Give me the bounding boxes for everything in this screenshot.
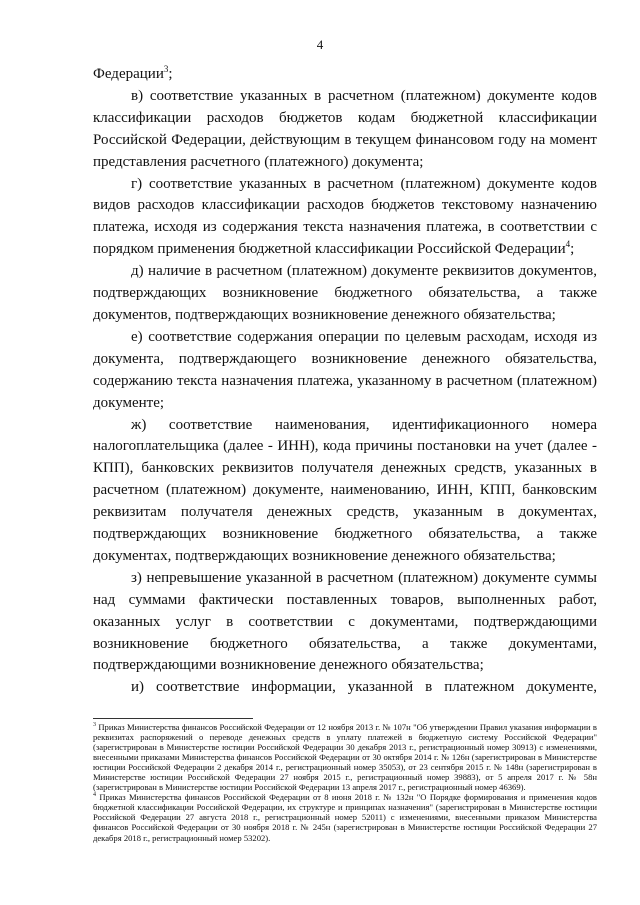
paragraph-zh: ж) соответствие наименования, идентификационного номера налогоплательщика (далее - ИНН), кода причины постановки на учет (далее - КПП), банковских реквизитов получателя денежных средств, указанных в расчетном (платежном) документе, наименованию, ИНН, КПП, банковским реквизитам получателя денежных средств, указанным в документах, подтверждающих возникновение бюджетного обязательства, а также документах, подтверждающих возникновение денежного обязательства; bbox=[93, 416, 597, 564]
page-number: 4 bbox=[316, 37, 324, 52]
footnote-ref[interactable]: 4 bbox=[565, 239, 571, 250]
footnote-mark: 3 bbox=[93, 722, 96, 729]
paragraph-i: и) соответствие информации, указанной в платежном документе, bbox=[131, 679, 597, 696]
footnote-text: Приказ Министерства финансов Российской Федерации от 8 июня 2018 г. № 132н "О Порядке формирования и применения кодов бюджетной классификации Российской Федерации, их структуре и принципах назначения" (зарегистрирован в Министерстве юстиции Российской Федерации 27 августа 2018 г., регистрационный номер 52011) с изменениями, внесенными приказом Министерства финансов Российской Федерации от 30 ноября 2018 г. № 245н (зарегистрирован в Министерстве юстиции Российской Федерации 27 декабря 2018 г., регистрационный номер 53202). bbox=[93, 792, 597, 843]
paragraph-continuation bbox=[93, 64, 597, 86]
footnote-4 bbox=[93, 792, 597, 842]
footnote-text: Приказ Министерства финансов Российской Федерации от 12 ноября 2013 г. № 107н "Об утверждении Правил указания информации в реквизитах распоряжений о переводе денежных средств в уплату платежей в бюджетную систему Российской Федерации" (зарегистрирован в Министерстве юстиции Российской Федерации 30 декабря 2013 г., регистрационный номер 30913) с изменениями, внесенными приказами Министерства финансов Российской Федерации от 30 октября 2014 г. № 126н (зарегистрирован в Министерстве юстиции Российской Федерации 2 декабря 2014 г., регистрационный номер 35053), от 23 сентября 2015 г. № 148н (зарегистрирован в Министерстве юстиции Российской Федерации 27 ноября 2015 г., регистрационный номер 39883), от 5 апреля 2017 г. № 58н (зарегистрирован в Министерстве юстиции Российской Федерации 13 апреля 2017 г., регистрационный номер 46369). bbox=[93, 722, 597, 793]
paragraph-text: г) соответствие указанных в расчетном (платежном) документе кодов видов расходов классификации расходов бюджетов текстовому назначению платежа, исходя из содержания текста назначения платежа, в соответствии с порядком применения бюджетной классификации Российской Федерации bbox=[93, 175, 597, 258]
footnote-ref[interactable]: 3 bbox=[163, 64, 169, 74]
paragraph-tail: ; bbox=[168, 66, 173, 82]
document-body bbox=[93, 64, 597, 699]
footnote-separator bbox=[93, 718, 253, 719]
paragraph-g bbox=[93, 174, 597, 262]
footnote-3 bbox=[93, 722, 597, 792]
footnotes bbox=[93, 722, 597, 843]
paragraph-d: д) наличие в расчетном (платежном) документе реквизитов документов, подтверждающих возникновение бюджетного обязательства, а также документов, подтверждающих возникновение денежного обязательства; bbox=[93, 263, 597, 323]
paragraph-e: е) соответствие содержания операции по целевым расходам, исходя из документа, подтверждающего возникновение денежного обязательства, содержанию текста назначения платежа, указанному в расчетном (платежном) документе; bbox=[93, 328, 597, 411]
paragraph-z: з) непревышение указанной в расчетном (платежном) документе суммы над суммами фактически поставленных товаров, выполненных работ, оказанных услуг в соответствии с документами, подтверждающими возникновение бюджетного обязательства, а также документами, подтверждающими возникновение денежного обязательства; bbox=[93, 569, 597, 674]
footnote-mark: 4 bbox=[93, 792, 96, 799]
paragraph-tail: ; bbox=[570, 241, 575, 258]
paragraph-text: Федерации bbox=[93, 66, 164, 82]
paragraph-v: в) соответствие указанных в расчетном (платежном) документе кодов классификации расходов бюджетов кодам бюджетной классификации Российской Федерации, действующим в текущем финансовом году на момент представления расчетного (платежного) документа; bbox=[93, 87, 597, 170]
